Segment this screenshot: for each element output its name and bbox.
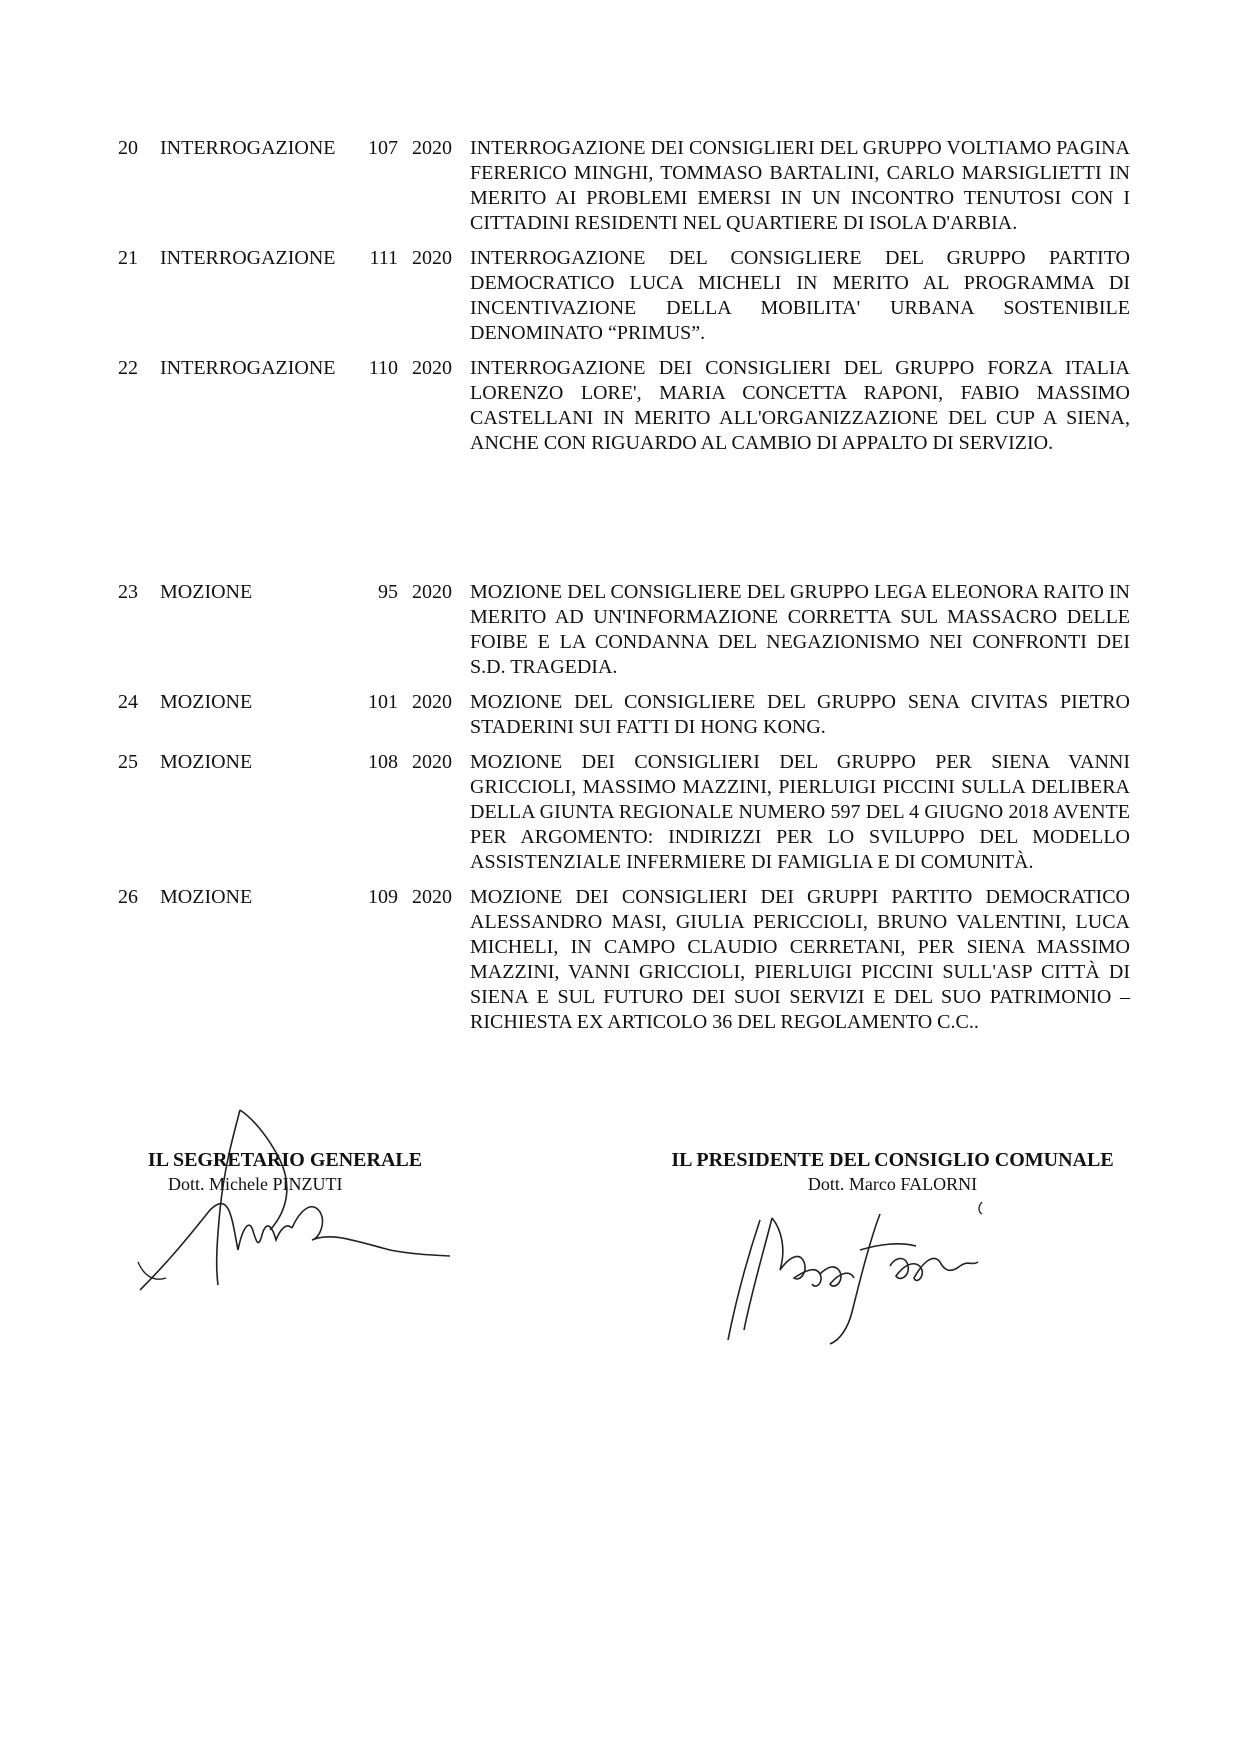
signatory-role: IL PRESIDENTE DEL CONSIGLIO COMUNALE [671,1149,1114,1171]
row-year: 2020 [412,247,452,269]
agenda-row [0,690,1240,740]
row-number: 21 [118,247,138,269]
row-year: 2020 [412,137,452,159]
row-type: INTERROGAZIONE [160,247,336,269]
row-number: 22 [118,357,138,379]
agenda-group-mozioni [0,580,1240,1045]
row-act-number: 110 [368,357,398,379]
row-type: MOZIONE [160,691,253,713]
signatory-role: IL SEGRETARIO GENERALE [147,1149,423,1171]
handwritten-signature-secretary [120,1100,460,1300]
agenda-row [0,136,1240,236]
row-number: 23 [118,581,138,603]
agenda-row [0,885,1240,1035]
row-act-number: 101 [368,691,398,713]
row-year: 2020 [412,751,452,773]
signatory-name: Dott. Marco FALORNI [807,1174,978,1194]
agenda-group-interrogazioni [0,136,1240,466]
agenda-row [0,246,1240,346]
agenda-row [0,750,1240,875]
row-number: 24 [118,691,138,713]
row-number: 26 [118,886,138,908]
row-year: 2020 [412,886,452,908]
agenda-row [0,356,1240,456]
row-act-number: 107 [368,137,398,159]
agenda-row [0,580,1240,680]
row-number: 20 [118,137,138,159]
row-description: MOZIONE DEI CONSIGLIERI DEL GRUPPO PER SIENA VANNI GRICCIOLI, MASSIMO MAZZINI, PIERLUIGI PICCINI SULLA DELIBERA DELLA GIUNTA REGIONALE NUMERO 597 DEL 4 GIUGNO 2018 AVENTE PER ARGOMENTO: INDIRIZZI PER LO SVILUPPO DEL MODELLO ASSISTENZIALE INFERMIERE DI FAMIGLIA E DI COMUNITÀ. [470,751,1130,873]
row-type: INTERROGAZIONE [160,137,336,159]
row-description: INTERROGAZIONE DEI CONSIGLIERI DEL GRUPPO FORZA ITALIA LORENZO LORE', MARIA CONCETTA RAPONI, FABIO MASSIMO CASTELLANI IN MERITO ALL'ORGANIZZAZIONE DEL CUP A SIENA, ANCHE CON RIGUARDO AL CAMBIO DI APPALTO DI SERVIZIO. [470,357,1130,454]
row-description: MOZIONE DEL CONSIGLIERE DEL GRUPPO SENA CIVITAS PIETRO STADERINI SUI FATTI DI HONG KONG. [470,691,1130,738]
handwritten-signature-president [720,1200,1020,1350]
row-type: MOZIONE [160,751,253,773]
row-act-number: 95 [378,581,398,603]
signatory-name: Dott. Michele PINZUTI [168,1174,343,1194]
row-act-number: 109 [368,886,398,908]
row-type: MOZIONE [160,886,253,908]
row-year: 2020 [412,581,452,603]
row-year: 2020 [412,357,452,379]
row-description: INTERROGAZIONE DEL CONSIGLIERE DEL GRUPPO PARTITO DEMOCRATICO LUCA MICHELI IN MERITO AL PROGRAMMA DI INCENTIVAZIONE DELLA MOBILITA' URBANA SOSTENIBILE DENOMINATO “PRIMUS”. [470,247,1130,344]
row-type: MOZIONE [160,581,253,603]
row-description: MOZIONE DEL CONSIGLIERE DEL GRUPPO LEGA ELEONORA RAITO IN MERITO AD UN'INFORMAZIONE CORRETTA SUL MASSACRO DELLE FOIBE E LA CONDANNA DEL NEGAZIONISMO NEI CONFRONTI DEI S.D. TRAGEDIA. [470,581,1130,678]
signature-block-president [650,1148,1135,1196]
row-description: MOZIONE DEI CONSIGLIERI DEI GRUPPI PARTITO DEMOCRATICO ALESSANDRO MASI, GIULIA PERICCIOLI, BRUNO VALENTINI, LUCA MICHELI, IN CAMPO CLAUDIO CERRETANI, PER SIENA MASSIMO MAZZINI, VANNI GRICCIOLI, PIERLUIGI PICCINI SULL'ASP CITTÀ DI SIENA E SUL FUTURO DEI SUOI SERVIZI E DEL SUO PATRIMONIO – RICHIESTA EX ARTICOLO 36 DEL REGOLAMENTO C.C.. [470,886,1130,1033]
row-description: INTERROGAZIONE DEI CONSIGLIERI DEL GRUPPO VOLTIAMO PAGINA FERERICO MINGHI, TOMMASO BARTALINI, CARLO MARSIGLIETTI IN MERITO AI PROBLEMI EMERSI IN UN INCONTRO TENUTOSI CON I CITTADINI RESIDENTI NEL QUARTIERE DI ISOLA D'ARBIA. [470,137,1130,234]
row-act-number: 108 [368,751,398,773]
row-number: 25 [118,751,138,773]
row-type: INTERROGAZIONE [160,357,336,379]
row-year: 2020 [412,691,452,713]
row-act-number: 111 [369,247,398,269]
